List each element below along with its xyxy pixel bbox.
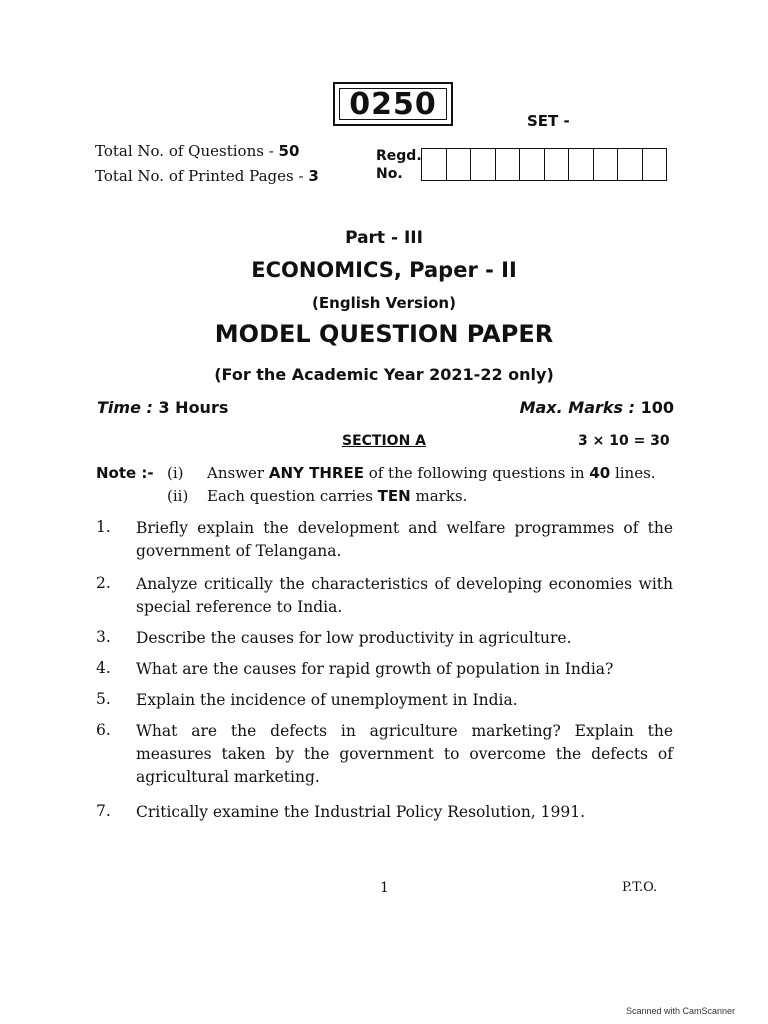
part-title: Part - III bbox=[345, 228, 423, 248]
time-line: Time : 3 Hours bbox=[97, 398, 229, 417]
version-title: (English Version) bbox=[312, 294, 456, 312]
note-item-1-text: Answer ANY THREE of the following questions in 40 lines. bbox=[207, 464, 656, 482]
max-marks-line: Max. Marks : 100 bbox=[519, 398, 674, 417]
subject-title: ECONOMICS, Paper - II bbox=[251, 258, 517, 282]
question-number: 7. bbox=[96, 802, 111, 820]
question-text: Describe the causes for low productivity in agriculture. bbox=[136, 629, 572, 647]
paper-code: 0250 bbox=[339, 88, 447, 120]
note-item-1: (i) bbox=[167, 464, 184, 482]
regd-digit-box bbox=[545, 148, 570, 181]
scanner-watermark: Scanned with CamScanner bbox=[626, 1006, 736, 1016]
question-number: 3. bbox=[96, 628, 111, 646]
regd-digit-box bbox=[520, 148, 545, 181]
note-item-2: (ii) bbox=[167, 487, 189, 505]
academic-year: (For the Academic Year 2021-22 only) bbox=[214, 365, 554, 384]
question-text: Analyze critically the characteristics of developing economies with special reference to India. bbox=[136, 575, 673, 616]
question-text: What are the causes for rapid growth of population in India? bbox=[136, 660, 614, 678]
total-questions: Total No. of Questions - 50 bbox=[95, 142, 300, 160]
question-text: Explain the incidence of unemployment in India. bbox=[136, 691, 518, 709]
question-number: 1. bbox=[96, 518, 111, 536]
question-text: Critically examine the Industrial Policy Resolution, 1991. bbox=[136, 803, 586, 821]
question-number: 6. bbox=[96, 721, 111, 739]
question-text: What are the defects in agriculture marketing? Explain the measures taken by the government to overcome the defects of agricultural marketing. bbox=[136, 722, 673, 786]
regd-digit-box bbox=[594, 148, 619, 181]
paper-code-box bbox=[333, 82, 453, 126]
section-heading: SECTION A bbox=[342, 433, 427, 449]
question-number: 4. bbox=[96, 659, 111, 677]
question-number: 2. bbox=[96, 574, 111, 592]
regd-digit-box bbox=[422, 148, 447, 181]
paper-title: MODEL QUESTION PAPER bbox=[214, 320, 554, 348]
regd-label-1: Regd. bbox=[376, 148, 422, 164]
note-item-2-text: Each question carries TEN marks. bbox=[207, 487, 468, 505]
regd-digit-box bbox=[569, 148, 594, 181]
question-number: 5. bbox=[96, 690, 111, 708]
question-text: Briefly explain the development and welfare programmes of the government of Telangana. bbox=[136, 519, 673, 560]
note-label: Note :- bbox=[96, 464, 154, 482]
regd-digit-box bbox=[496, 148, 521, 181]
set-label: SET - bbox=[527, 112, 570, 130]
regd-digit-box bbox=[447, 148, 472, 181]
page-number: 1 bbox=[380, 880, 389, 896]
regd-digit-box bbox=[643, 148, 668, 181]
regd-label-2: No. bbox=[376, 166, 403, 182]
pto-label: P.T.O. bbox=[622, 880, 658, 895]
section-marks: 3 × 10 = 30 bbox=[578, 433, 670, 449]
regd-digit-box bbox=[618, 148, 643, 181]
regd-digit-box bbox=[471, 148, 496, 181]
regd-number-boxes bbox=[421, 148, 667, 181]
total-pages: Total No. of Printed Pages - 3 bbox=[95, 167, 319, 185]
